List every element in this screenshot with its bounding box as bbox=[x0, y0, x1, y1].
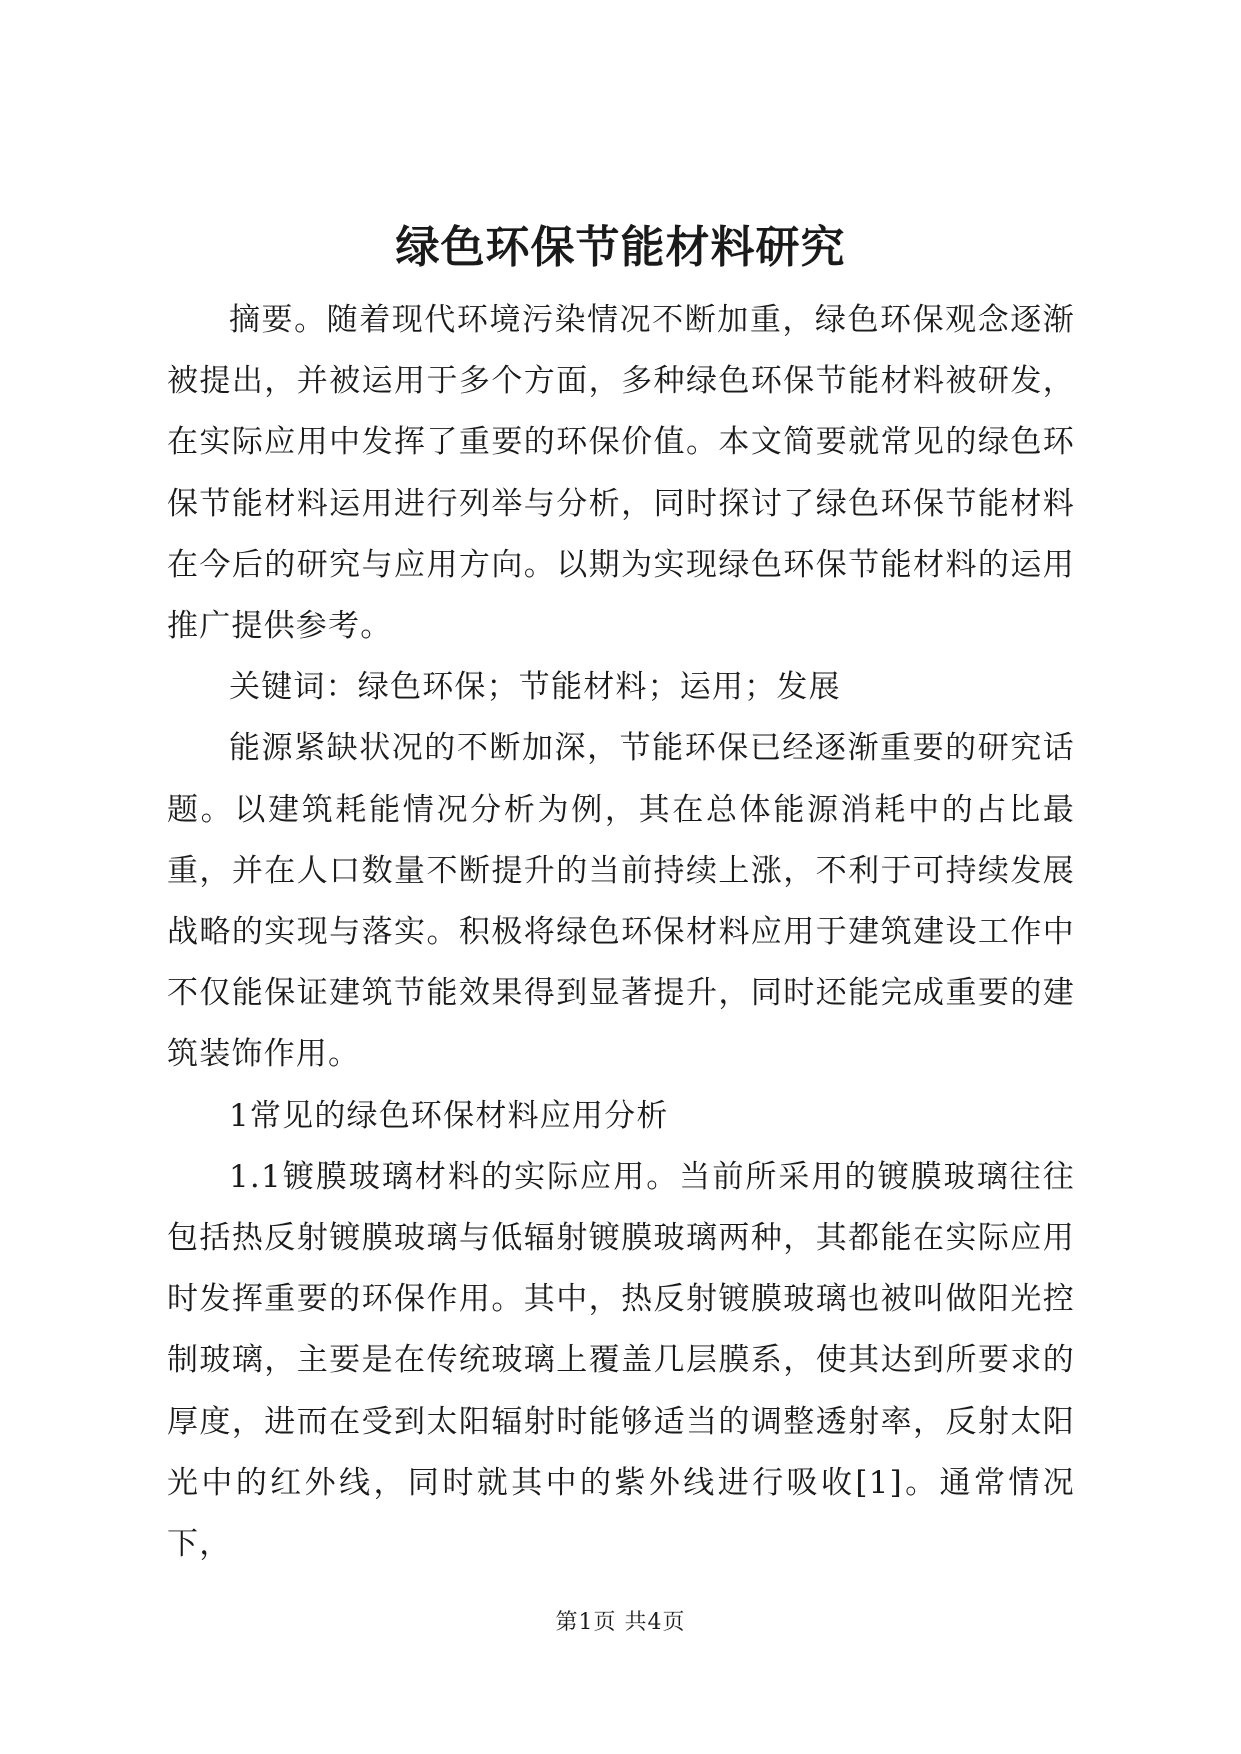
page-footer: 第1页 共4页 bbox=[555, 1610, 686, 1635]
intro-paragraph: 能源紧缺状况的不断加深，节能环保已经逐渐重要的研究话题。以建筑耗能情况分析为例，其在总体能源消耗中的占比最重，并在人口数量不断提升的当前持续上涨，不利于可持续发展战略的实现与落实。积极将绿色环保材料应用于建筑建设工作中不仅能保证建筑节能效果得到显著提升，同时还能完成重要的建筑装饰作用。 bbox=[167, 730, 1075, 1073]
subsection-paragraph: 1.1镀膜玻璃材料的实际应用。当前所采用的镀膜玻璃往往包括热反射镀膜玻璃与低辐射镀膜玻璃两种，其都能在实际应用时发挥重要的环保作用。其中，热反射镀膜玻璃也被叫做阳光控制玻璃，主要是在传统玻璃上覆盖几层膜系，使其达到所要求的厚度，进而在受到太阳辐射时能够适当的调整透射率，反射太阳光中的红外线，同时就其中的紫外线进行吸收[1]。通常情况下， bbox=[167, 1158, 1075, 1563]
document-body bbox=[167, 290, 1075, 1575]
document-title: 绿色环保节能材料研究 bbox=[395, 222, 846, 273]
abstract-paragraph: 摘要。随着现代环境污染情况不断加重，绿色环保观念逐渐被提出，并被运用于多个方面，多种绿色环保节能材料被研发，在实际应用中发挥了重要的环保价值。本文简要就常见的绿色环保节能材料运用进行列举与分析，同时探讨了绿色环保节能材料在今后的研究与应用方向。以期为实现绿色环保节能材料的运用推广提供参考。 bbox=[167, 302, 1075, 645]
section-heading: 1常见的绿色环保材料应用分析 bbox=[229, 1097, 669, 1134]
keywords-paragraph: 关键词：绿色环保；节能材料；运用；发展 bbox=[229, 669, 841, 706]
